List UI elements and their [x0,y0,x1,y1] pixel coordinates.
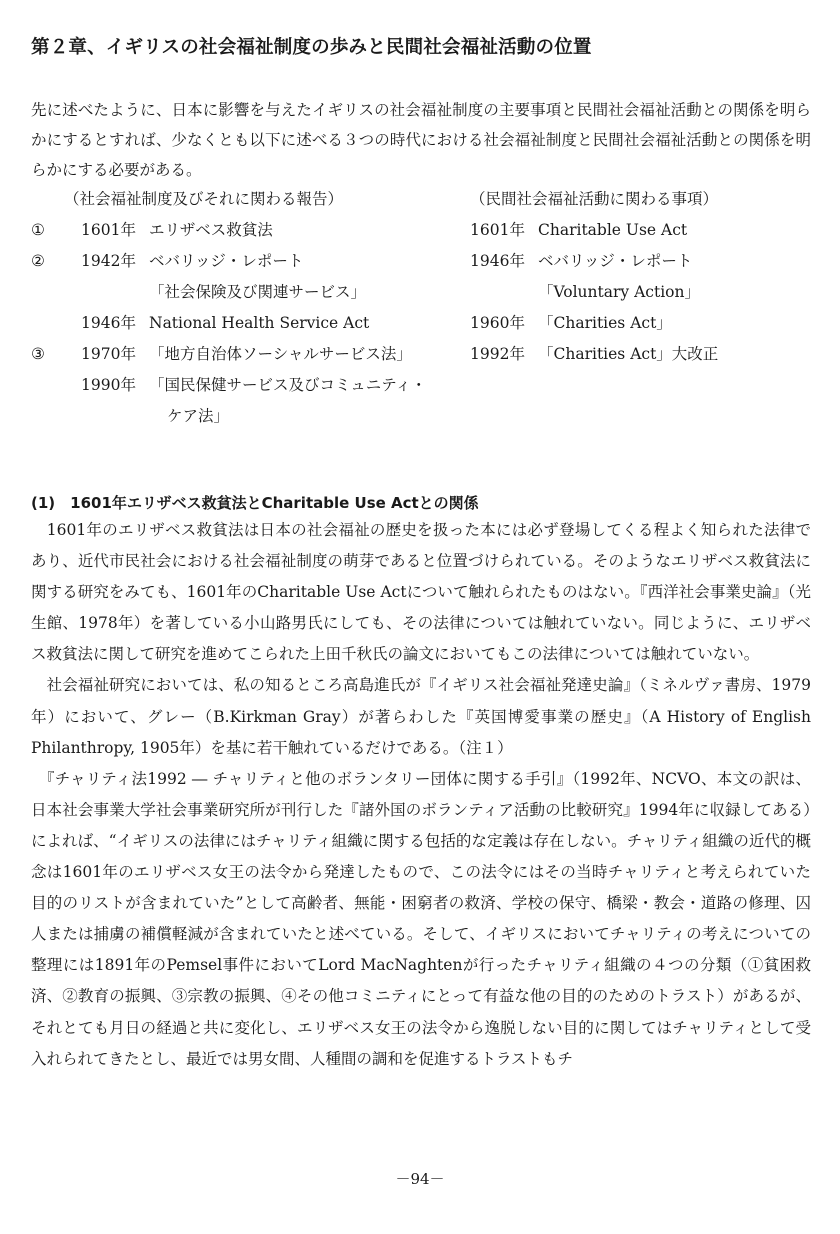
left-column-heading: （社会福祉制度及びそれに関わる報告） [64,190,344,208]
right-row-4 [470,339,820,370]
item-text: National Health Service Act [149,314,370,332]
right-column-heading: （民間社会福祉活動に関わる事項） [470,190,719,208]
item-text: ベバリッジ・レポート [149,252,304,270]
right-row-3 [470,308,820,339]
left-row-2 [31,246,451,277]
item-number: ① [31,221,45,239]
body-paragraph-1: 1601年のエリザベス救貧法は日本の社会福祉の歴史を扱った本には必ず登場してくる程よく知られた法律であり、近代市民社会における社会福祉制度の萌芽であると位置づけられている。そのようなエリザベス救貧法に関する研究をみても、1601年のCharitable Use Actについて触れられたものはない。『西洋社会事業史論』（光生館、1978年）を著している小山路男氏にしても、その法律については触れていない。同じように、エリザベス救貧法に関して研究を進めてこられた上田千秋氏の論文においてもこの法律については触れていない。 [31,521,811,664]
item-year: 1946年 [470,252,525,270]
page-number: －94－ [395,1170,445,1188]
left-row-3 [31,308,451,339]
left-row-5 [31,370,451,401]
item-number-empty [31,370,81,401]
item-text: ベバリッジ・レポート [538,252,693,270]
item-year: 1601年 [470,221,525,239]
item-text: エリザベス救貧法 [149,221,273,239]
body-text [31,515,811,1075]
intro-paragraph: 先に述べたように、日本に影響を与えたイギリスの社会福祉制度の主要事項と民間社会福祉活動との関係を明らかにするとすれば、少なくとも以下に述べる３つの時代における社会福祉制度と民間社会福祉活動との関係を明らかにする必要がある。 [31,101,811,179]
left-row-2-continuation: 「社会保険及び関連サービス」 [149,283,367,301]
item-year: 1942年 [81,252,136,270]
section-heading: (1) 1601年エリザベス救貧法とCharitable Use Actとの関係 [31,494,479,512]
item-year: 1990年 [81,376,136,394]
item-text: 「Voluntary Action」 [538,283,700,301]
item-number-empty [31,308,81,339]
item-text: Charitable Use Act [538,221,688,239]
item-number: ③ [31,345,45,363]
right-row-2-continuation [470,277,820,308]
body-paragraph-2: 社会福祉研究においては、私の知るところ高島進氏が『イギリス社会福祉発達史論』（ミネルヴァ書房、1979年）において、グレー（B.Kirkman Gray）が著らわした『英国博愛事業の歴史』（A History of English Philanthropy, 1905年）を基に若干触れているだけである。（注１） [31,676,811,757]
left-row-4 [31,339,451,370]
left-row-1 [31,215,451,246]
right-row-1 [470,215,820,246]
item-year: 1601年 [81,221,136,239]
right-row-2 [470,246,820,277]
left-column [31,184,451,432]
item-number: ② [31,252,45,270]
item-text: 「地方自治体ソーシャルサービス法」 [149,345,412,363]
item-year: 1992年 [470,345,525,363]
spacer [470,277,538,308]
left-row-5-continuation: ケア法」 [167,407,230,425]
item-year: 1970年 [81,345,136,363]
item-year: 1946年 [81,314,136,332]
item-text: 「Charities Act」大改正 [538,345,719,363]
item-text: 「Charities Act」 [538,314,672,332]
body-paragraph-3: 『チャリティ法1992 ― チャリティと他のボランタリー団体に関する手引』（1992年、NCVO、本文の訳は、日本社会事業大学社会事業研究所が刊行した『諸外国のボランティア活動の比較研究』1994年に収録してある）によれば、“イギリスの法律にはチャリティ組織に関する包括的な定義は存在しない。チャリティ組織の近代的概念は1601年のエリザベス女王の法令から発達したもので、この法令にはその当時チャリティと考えられていた目的のリストが含まれていた”として高齢者、無能・困窮者の救済、学校の保守、橋梁・教会・道路の修理、囚人または捕虜の補償軽減が含まれていたと述べている。そして、イギリスにおいてチャリティの考えについての整理には1891年のPemsel事件においてLord MacNaghtenが行ったチャリティ組織の４つの分類（①貧困救済、②教育の振興、③宗教の振興、④その他コミニティにとって有益な他の目的のためのトラスト）があるが、それとても月日の経過と共に変化し、エリザベス女王の法令から逸脱しない目的に関してはチャリティとして受入れられてきたとし、最近では男女間、人種間の調和を促進するトラストもチ [31,769,811,1068]
item-year: 1960年 [470,314,525,332]
item-text: 「国民保健サービス及びコミュニティ・ [149,376,427,394]
chapter-title: 第２章、イギリスの社会福祉制度の歩みと民間社会福祉活動の位置 [31,37,592,58]
right-column [470,184,820,370]
